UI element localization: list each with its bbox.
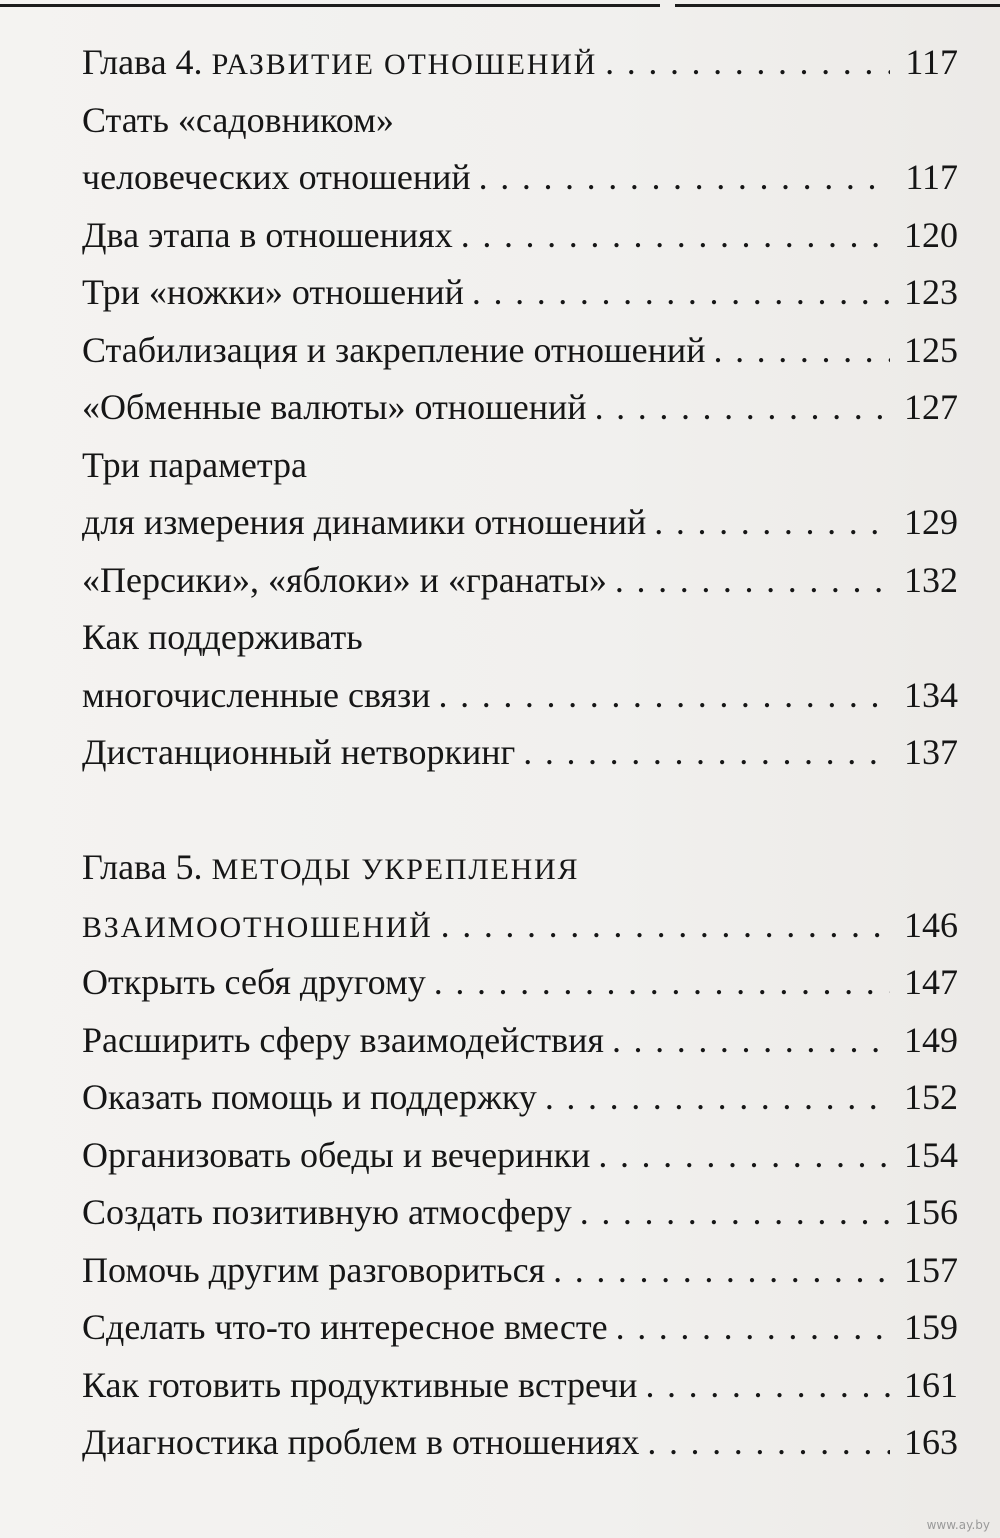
entry-title: Три параметра <box>82 444 308 485</box>
toc-entry <box>82 207 958 265</box>
page-number: 163 <box>904 1422 958 1462</box>
page-number: 127 <box>904 387 958 427</box>
page-number: 147 <box>904 962 958 1002</box>
dot-leader <box>616 1299 890 1357</box>
toc-entry-line <box>82 92 958 150</box>
toc-entry <box>82 1414 958 1472</box>
chapter-heading <box>82 839 958 897</box>
chapter-title: РАЗВИТИЕ ОТНОШЕНИЙ <box>211 48 598 81</box>
page-number: 134 <box>904 674 958 715</box>
entry-title: Организовать обеды и вечеринки <box>82 1134 591 1175</box>
chapter-number: Глава 5. <box>82 847 203 887</box>
dot-leader <box>523 724 890 782</box>
toc-entry <box>82 667 958 725</box>
page-number: 137 <box>904 732 958 772</box>
dot-leader <box>434 954 890 1012</box>
entry-title: Как поддерживать <box>82 617 363 657</box>
watermark: www.ay.by <box>926 1518 990 1532</box>
entry-title: Три «ножки» отношений <box>82 272 464 312</box>
toc-entry <box>82 1357 958 1415</box>
toc-entry <box>82 322 958 380</box>
top-rule-left <box>0 4 660 7</box>
entry-title: Два этапа в отношениях <box>82 214 453 255</box>
entry-title: Оказать помощь и поддержку <box>82 1077 537 1117</box>
dot-leader <box>612 1012 890 1070</box>
toc-entry <box>82 149 958 207</box>
dot-leader <box>580 1184 890 1242</box>
dot-leader <box>545 1069 890 1127</box>
entry-title: Расширить сферу взаимодействия <box>82 1019 604 1060</box>
dot-leader <box>479 149 890 207</box>
page-number: 159 <box>904 1307 958 1347</box>
toc-entry <box>82 264 958 322</box>
page-number: 129 <box>904 502 958 542</box>
dot-leader <box>713 322 890 380</box>
page-number: 154 <box>904 1134 958 1175</box>
toc-entry <box>82 379 958 437</box>
top-rule <box>0 0 1000 14</box>
toc-entry <box>82 1242 958 1300</box>
entry-title: Создать позитивную атмосферу <box>82 1192 572 1232</box>
chapter-heading <box>82 34 958 92</box>
dot-leader <box>605 34 890 92</box>
entry-title: Диагностика проблем в отношениях <box>82 1422 640 1462</box>
dot-leader <box>439 667 890 725</box>
dot-leader <box>615 552 890 610</box>
dot-leader <box>647 1414 890 1472</box>
dot-leader <box>553 1242 890 1300</box>
toc-entry <box>82 1069 958 1127</box>
chapter-number: Глава 4. <box>82 42 203 82</box>
toc-entry <box>82 954 958 1012</box>
toc-entry-line <box>82 437 958 495</box>
dot-leader <box>461 207 890 265</box>
entry-title: «Персики», «яблоки» и «гранаты» <box>82 559 607 600</box>
entry-title: Дистанционный нетворкинг <box>82 732 516 772</box>
entry-title: «Обменные валюты» отношений <box>82 387 587 427</box>
toc-entry <box>82 1012 958 1070</box>
page-number: 117 <box>905 42 958 82</box>
page-number: 123 <box>904 272 958 312</box>
page-number: 157 <box>904 1249 958 1290</box>
dot-leader <box>441 897 890 955</box>
dot-leader <box>654 494 890 552</box>
entry-title: человеческих отношений <box>82 157 471 197</box>
top-rule-right <box>675 4 1000 7</box>
page-number: 161 <box>904 1364 958 1405</box>
entry-title: многочисленные связи <box>82 674 431 715</box>
entry-title: для измерения динамики отношений <box>82 502 647 542</box>
page-number: 149 <box>904 1019 958 1060</box>
entry-title: Помочь другим разговориться <box>82 1249 546 1290</box>
chapter-title: ВЗАИМООТНОШЕНИЙ <box>82 910 433 944</box>
toc-entry <box>82 724 958 782</box>
page-number: 120 <box>904 214 958 255</box>
toc-entry-line <box>82 609 958 667</box>
toc-entry <box>82 1299 958 1357</box>
entry-title: Стать «садовником» <box>82 99 394 140</box>
dot-leader <box>598 1127 890 1185</box>
dot-leader <box>472 264 890 322</box>
toc-entry <box>82 1184 958 1242</box>
chapter-heading <box>82 897 958 955</box>
page-number: 152 <box>904 1077 958 1117</box>
dot-leader <box>595 379 890 437</box>
page-number: 117 <box>905 157 958 197</box>
entry-title: Стабилизация и закрепление отношений <box>82 329 706 370</box>
entry-title: Как готовить продуктивные встречи <box>82 1364 638 1405</box>
page-number: 146 <box>904 904 958 945</box>
page-number: 156 <box>904 1192 958 1232</box>
entry-title: Открыть себя другому <box>82 962 426 1002</box>
dot-leader <box>645 1357 890 1415</box>
toc-entry <box>82 1127 958 1185</box>
chapter-gap <box>82 782 958 840</box>
chapter-title: МЕТОДЫ УКРЕПЛЕНИЯ <box>211 853 580 886</box>
page-number: 125 <box>904 329 958 370</box>
toc-entry <box>82 494 958 552</box>
entry-title: Сделать что-то интересное вместе <box>82 1307 608 1347</box>
toc-entry <box>82 552 958 610</box>
page-number: 132 <box>904 559 958 600</box>
table-of-contents <box>82 34 958 1472</box>
